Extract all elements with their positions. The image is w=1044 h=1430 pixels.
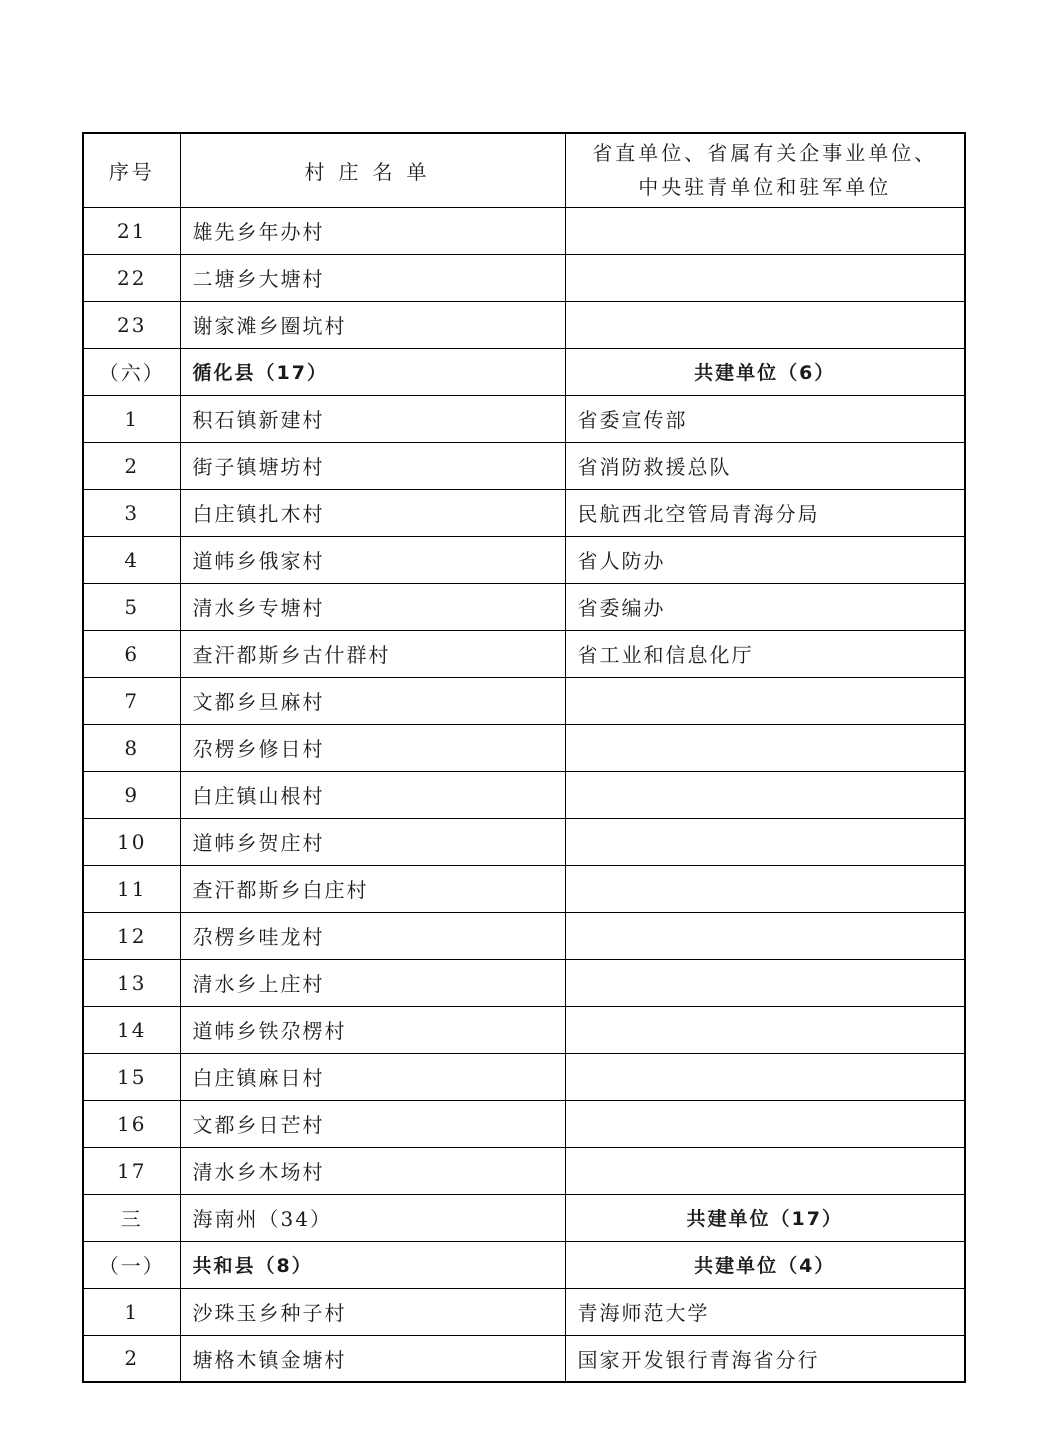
row-number: 2 (83, 1335, 180, 1382)
row-number: 1 (83, 395, 180, 442)
row-village: 查汗都斯乡白庄村 (180, 865, 565, 912)
region-row (83, 1194, 965, 1241)
table-row (83, 489, 965, 536)
row-village: 清水乡上庄村 (180, 959, 565, 1006)
table-row (83, 1053, 965, 1100)
row-village: 白庄镇山根村 (180, 771, 565, 818)
row-number: 17 (83, 1147, 180, 1194)
row-unit (565, 207, 965, 254)
row-village: 雄先乡年办村 (180, 207, 565, 254)
row-unit (565, 677, 965, 724)
header-unit-line1: 省直单位、省属有关企事业单位、 (592, 141, 938, 166)
table-row (83, 865, 965, 912)
row-village: 道帏乡贺庄村 (180, 818, 565, 865)
row-number: 12 (83, 912, 180, 959)
row-village: 文都乡旦麻村 (180, 677, 565, 724)
row-village: 二塘乡大塘村 (180, 254, 565, 301)
table-row (83, 1100, 965, 1147)
row-unit (565, 771, 965, 818)
row-number: 23 (83, 301, 180, 348)
row-unit: 国家开发银行青海省分行 (565, 1335, 965, 1382)
row-number: 8 (83, 724, 180, 771)
row-village: 清水乡木场村 (180, 1147, 565, 1194)
table-row (83, 677, 965, 724)
row-village: 沙珠玉乡种子村 (180, 1288, 565, 1335)
row-village: 积石镇新建村 (180, 395, 565, 442)
table-row (83, 442, 965, 489)
section-unit-count: 共建单位（6） (565, 348, 965, 395)
row-number: 11 (83, 865, 180, 912)
table-row (83, 301, 965, 348)
row-number: 7 (83, 677, 180, 724)
row-number: 5 (83, 583, 180, 630)
section-county: 共和县（8） (180, 1241, 565, 1288)
row-village: 道帏乡铁尕楞村 (180, 1006, 565, 1053)
row-unit: 省人防办 (565, 536, 965, 583)
row-unit (565, 959, 965, 1006)
section-number: （一） (83, 1241, 180, 1288)
row-unit: 民航西北空管局青海分局 (565, 489, 965, 536)
row-village: 塘格木镇金塘村 (180, 1335, 565, 1382)
header-unit (565, 133, 965, 207)
row-number: 6 (83, 630, 180, 677)
table-row (83, 959, 965, 1006)
row-unit: 省委编办 (565, 583, 965, 630)
row-number: 10 (83, 818, 180, 865)
table-row (83, 207, 965, 254)
table-row (83, 912, 965, 959)
row-unit (565, 724, 965, 771)
table-row (83, 1288, 965, 1335)
row-number: 1 (83, 1288, 180, 1335)
table-row (83, 818, 965, 865)
table-row (83, 1335, 965, 1382)
row-unit (565, 1006, 965, 1053)
section-row (83, 348, 965, 395)
row-unit: 青海师范大学 (565, 1288, 965, 1335)
row-number: 2 (83, 442, 180, 489)
row-unit (565, 1100, 965, 1147)
header-village-list: 村庄名单 (180, 133, 565, 207)
header-unit-line2: 中央驻青单位和驻军单位 (638, 175, 892, 200)
row-unit (565, 254, 965, 301)
row-village: 谢家滩乡圈坑村 (180, 301, 565, 348)
row-number: 14 (83, 1006, 180, 1053)
row-number: 9 (83, 771, 180, 818)
table-row (83, 1147, 965, 1194)
row-number: 3 (83, 489, 180, 536)
region-number: 三 (83, 1194, 180, 1241)
row-village: 尕楞乡修日村 (180, 724, 565, 771)
row-number: 15 (83, 1053, 180, 1100)
region-prefecture: 海南州（34） (180, 1194, 565, 1241)
header-number: 序号 (83, 133, 180, 207)
row-village: 文都乡日芒村 (180, 1100, 565, 1147)
row-number: 13 (83, 959, 180, 1006)
table-row (83, 724, 965, 771)
row-unit (565, 301, 965, 348)
row-unit (565, 1053, 965, 1100)
row-unit (565, 865, 965, 912)
table-row (83, 1006, 965, 1053)
table-row (83, 583, 965, 630)
table-row (83, 771, 965, 818)
row-village: 白庄镇扎木村 (180, 489, 565, 536)
row-number: 21 (83, 207, 180, 254)
row-number: 4 (83, 536, 180, 583)
row-village: 查汗都斯乡古什群村 (180, 630, 565, 677)
table-row (83, 395, 965, 442)
row-unit: 省委宣传部 (565, 395, 965, 442)
row-unit (565, 818, 965, 865)
row-number: 22 (83, 254, 180, 301)
row-unit (565, 1147, 965, 1194)
row-village: 尕楞乡哇龙村 (180, 912, 565, 959)
section-county: 循化县（17） (180, 348, 565, 395)
row-unit: 省消防救援总队 (565, 442, 965, 489)
row-village: 清水乡专塘村 (180, 583, 565, 630)
section-row (83, 1241, 965, 1288)
village-unit-table (82, 132, 966, 1383)
section-unit-count: 共建单位（4） (565, 1241, 965, 1288)
table-header-row (83, 133, 965, 207)
row-village: 道帏乡俄家村 (180, 536, 565, 583)
table-row (83, 630, 965, 677)
row-village: 白庄镇麻日村 (180, 1053, 565, 1100)
table-row (83, 536, 965, 583)
table-row (83, 254, 965, 301)
row-unit (565, 912, 965, 959)
region-unit-count: 共建单位（17） (565, 1194, 965, 1241)
row-unit: 省工业和信息化厅 (565, 630, 965, 677)
section-number: （六） (83, 348, 180, 395)
row-number: 16 (83, 1100, 180, 1147)
row-village: 街子镇塘坊村 (180, 442, 565, 489)
